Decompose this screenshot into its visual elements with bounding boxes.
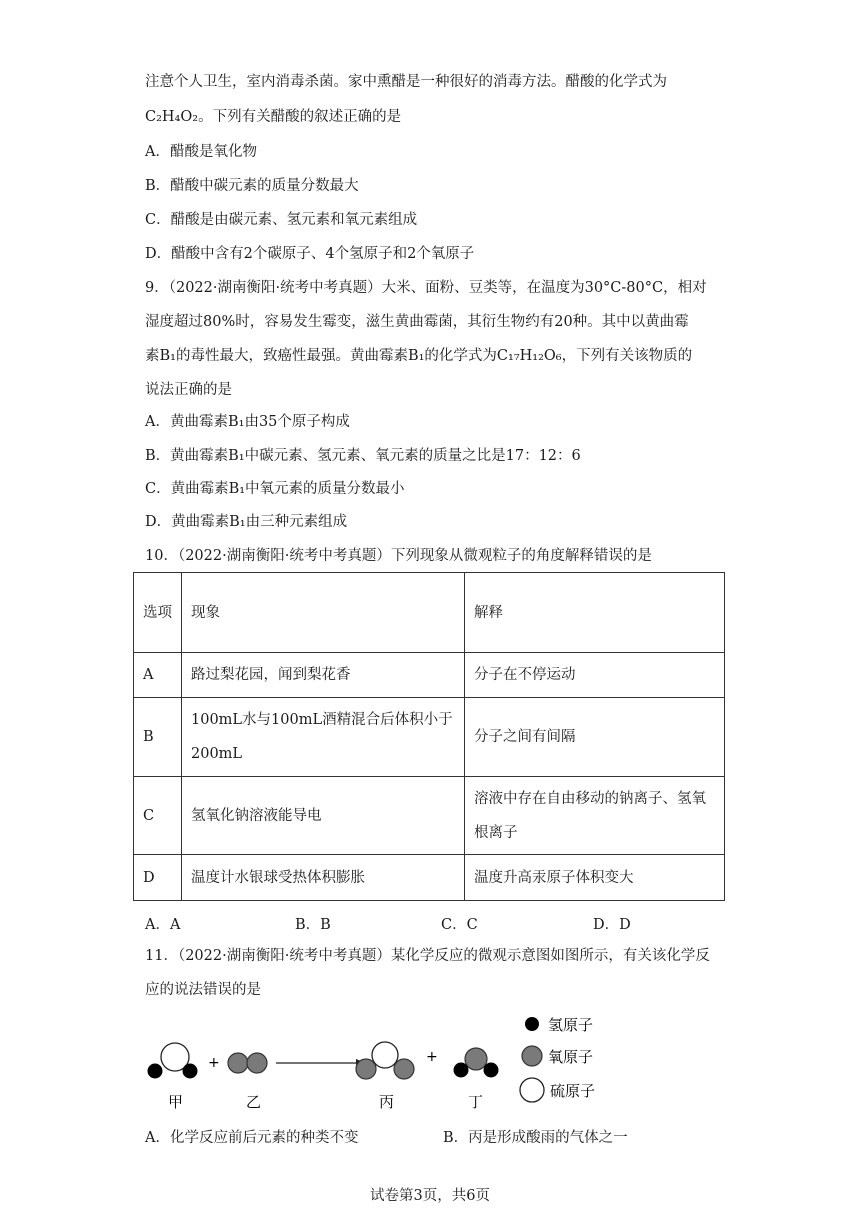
- q11-stem-line-1: 11．（2022·湖南衡阳·统考中考真题）某化学反应的微观示意图如图所示，有关该化学反: [145, 948, 710, 964]
- table-header-row: [134, 573, 725, 653]
- q8-option-c: C．醋酸是由碳元素、氢元素和氧元素组成: [145, 212, 418, 228]
- row-b-explanation: 分子之间有间隔: [465, 698, 725, 777]
- legend: [520, 1016, 595, 1102]
- legend-sulfur-label: 硫原子: [550, 1082, 596, 1100]
- q10-option-c: C．C: [441, 917, 478, 933]
- plus-sign-2: +: [426, 1049, 438, 1065]
- q8-option-d: D．醋酸中含有2个碳原子、4个氢原子和2个氧原子: [145, 246, 475, 262]
- molecule-ding: [454, 1048, 498, 1077]
- legend-oxygen-label: 氧原子: [548, 1048, 594, 1066]
- row-c-explanation: 溶液中存在自由移动的钠离子、氢氧根离子: [465, 777, 725, 855]
- intro-line-2: C₂H₄O₂。下列有关醋酸的叙述正确的是: [145, 109, 402, 125]
- q9-option-a: A．黄曲霉素B₁由35个原子构成: [145, 414, 350, 430]
- label-jia: 甲: [168, 1093, 184, 1111]
- table-row: [134, 777, 725, 855]
- q9-option-c: C．黄曲霉素B₁中氧元素的质量分数最小: [145, 481, 405, 497]
- table-row: [134, 698, 725, 777]
- row-d-option: D: [134, 855, 182, 901]
- row-a-phenomenon: 路过梨花园，闻到梨花香: [182, 653, 465, 698]
- intro-line-1: 注意个人卫生，室内消毒杀菌。家中熏醋是一种很好的消毒方法。醋酸的化学式为: [145, 74, 667, 90]
- q10-options: [145, 913, 745, 933]
- q9-option-b: B．黄曲霉素B₁中碳元素、氢元素、氧元素的质量之比是17：12：6: [145, 448, 581, 464]
- q11-stem-line-2: 应的说法错误的是: [145, 982, 261, 998]
- molecule-jia: [148, 1043, 197, 1078]
- q9-stem-line-1: 9．（2022·湖南衡阳·统考中考真题）大米、面粉、豆类等，在温度为30°C-80°C，相对: [145, 280, 707, 296]
- row-a-explanation: 分子在不停运动: [465, 653, 725, 698]
- q10-stem: 10．（2022·湖南衡阳·统考中考真题）下列现象从微观粒子的角度解释错误的是: [145, 548, 652, 564]
- legend-hydrogen-label: 氢原子: [548, 1016, 594, 1034]
- q11-option-b: B．丙是形成酸雨的气体之一: [443, 1130, 628, 1146]
- table-row: [134, 653, 725, 698]
- row-c-phenomenon: 氢氧化钠溶液能导电: [182, 777, 465, 855]
- reaction-diagram: [130, 1005, 630, 1145]
- plus-sign-1: +: [208, 1055, 220, 1071]
- q11-options: [145, 1126, 745, 1146]
- q10-option-a: A．A: [145, 917, 181, 933]
- q9-option-d: D．黄曲霉素B₁由三种元素组成: [145, 514, 348, 530]
- row-a-option: A: [134, 653, 182, 698]
- q10-option-d: D．D: [593, 917, 631, 933]
- molecule-bing: [356, 1042, 414, 1079]
- label-ding: 丁: [468, 1093, 484, 1111]
- q11-option-a: A．化学反应前后元素的种类不变: [145, 1130, 359, 1146]
- row-d-phenomenon: 温度计水银球受热体积膨胀: [182, 855, 465, 901]
- q9-stem-line-2: 湿度超过80%时，容易发生霉变，滋生黄曲霉菌，其衍生物约有20种。其中以黄曲霉: [145, 314, 689, 330]
- q9-stem-line-3: 素B₁的毒性最大，致癌性最强。黄曲霉素B₁的化学式为C₁₇H₁₂O₆，下列有关该物质的: [145, 348, 693, 364]
- row-d-explanation: 温度升高汞原子体积变大: [465, 855, 725, 901]
- q8-option-a: A．醋酸是氧化物: [145, 144, 257, 160]
- q10-option-b: B．B: [295, 917, 331, 933]
- reaction-arrow: [276, 1059, 366, 1067]
- header-explanation: 解释: [465, 573, 725, 653]
- row-b-phenomenon: 100mL水与100mL酒精混合后体积小于200mL: [182, 698, 465, 777]
- row-c-option: C: [134, 777, 182, 855]
- header-option: 选项: [134, 573, 182, 653]
- legend-sulfur-icon: [520, 1078, 544, 1102]
- table-row: [134, 855, 725, 901]
- legend-hydrogen-icon: [525, 1017, 539, 1031]
- legend-oxygen-icon: [522, 1046, 542, 1066]
- q10-table: [133, 572, 725, 901]
- row-b-option: B: [134, 698, 182, 777]
- q9-stem-line-4: 说法正确的是: [145, 382, 232, 398]
- molecule-yi: [228, 1053, 267, 1073]
- page-footer: 试卷第3页，共6页: [370, 1188, 490, 1204]
- q8-option-b: B．醋酸中碳元素的质量分数最大: [145, 178, 359, 194]
- header-phenomenon: 现象: [182, 573, 465, 653]
- label-bing: 丙: [379, 1093, 395, 1111]
- label-yi: 乙: [246, 1093, 262, 1111]
